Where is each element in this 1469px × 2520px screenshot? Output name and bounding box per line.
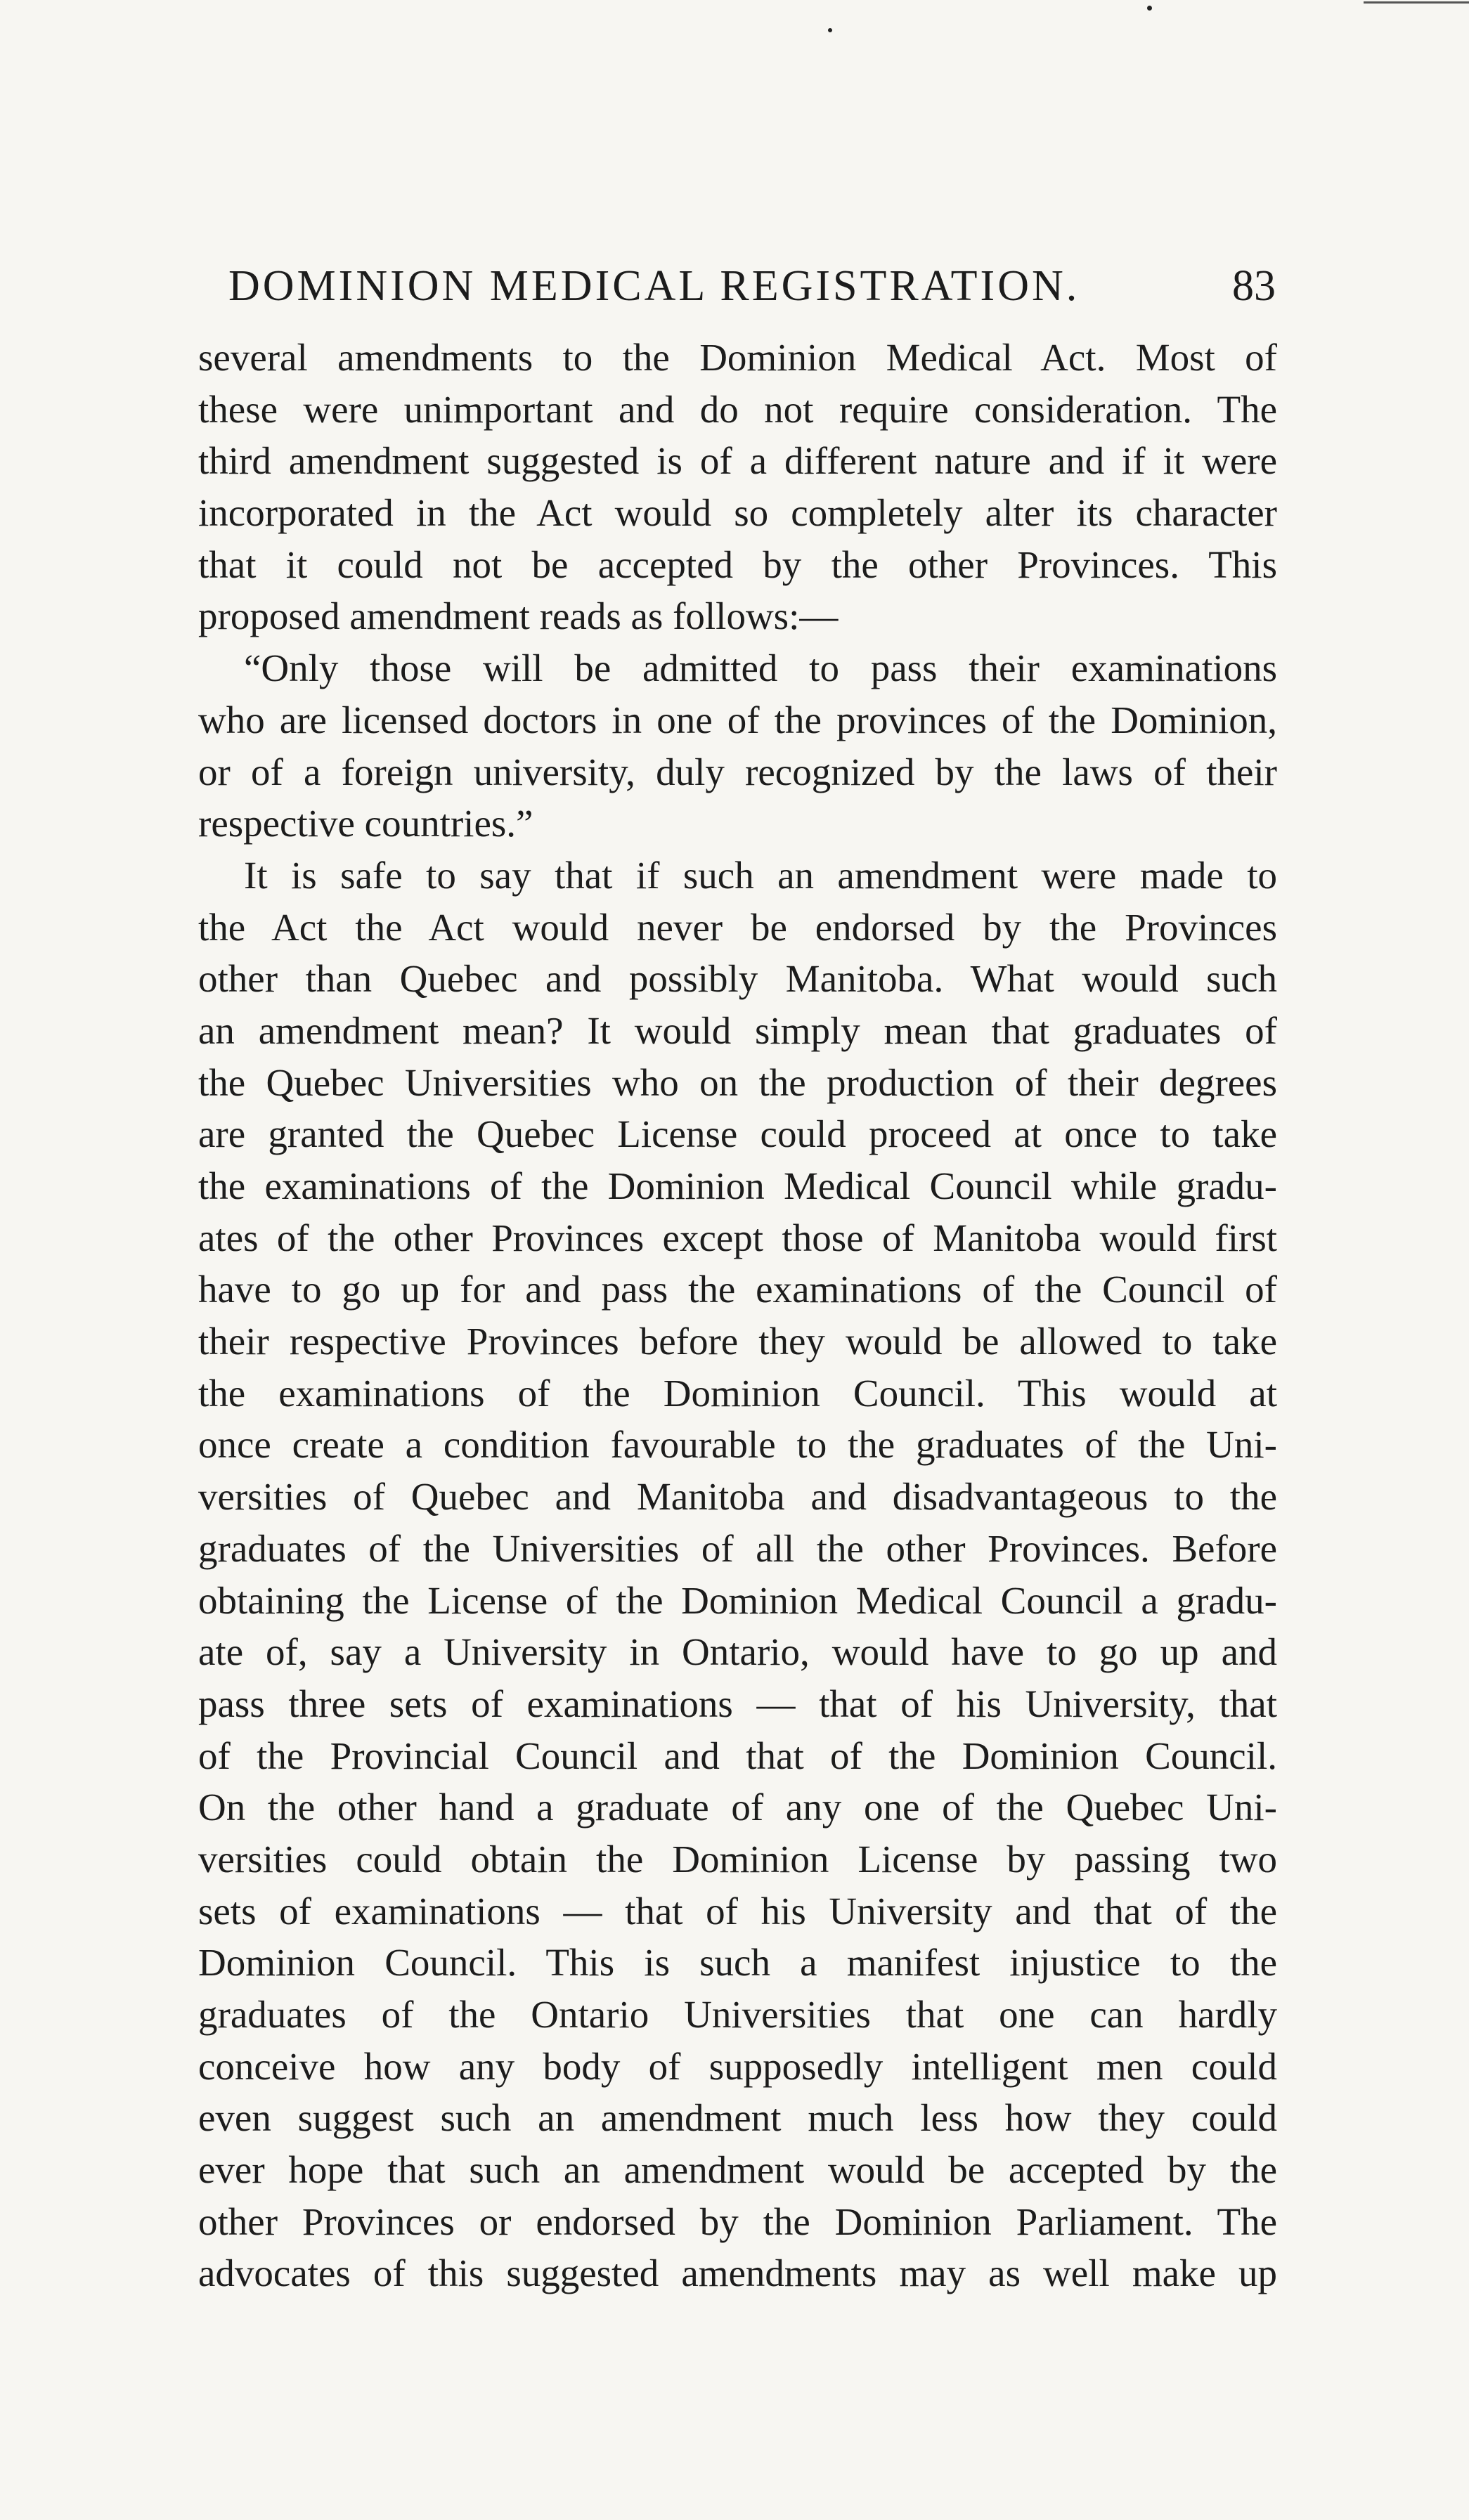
body-line: that it could not be accepted by the other Provinces. This xyxy=(198,543,1277,586)
body-line: versities could obtain the Dominion License by passing two xyxy=(198,1837,1277,1881)
ink-speck xyxy=(828,28,832,32)
ink-speck xyxy=(1147,6,1152,11)
body-line: once create a condition favourable to the graduates of the Uni- xyxy=(198,1423,1277,1467)
body-line: proposed amendment reads as follows:— xyxy=(198,595,839,638)
body-line: incorporated in the Act would so completely alter its character xyxy=(198,491,1277,535)
body-line: are granted the Quebec License could proceed at once to take xyxy=(198,1112,1277,1156)
body-line: It is safe to say that if such an amendment were made to xyxy=(244,853,1277,897)
body-line: other Provinces or endorsed by the Dominion Parliament. The xyxy=(198,2200,1277,2243)
body-line: Dominion Council. This is such a manifest injustice to the xyxy=(198,1941,1277,1985)
body-line: conceive how any body of supposedly intelligent men could xyxy=(198,2044,1277,2088)
page-number: 83 xyxy=(1232,262,1276,310)
body-line: have to go up for and pass the examinations of the Council of xyxy=(198,1268,1277,1311)
body-line: several amendments to the Dominion Medical Act. Most of xyxy=(198,336,1277,379)
running-title: DOMINION MEDICAL REGISTRATION. xyxy=(228,262,1080,310)
body-line: advocates of this suggested amendments may as well make up xyxy=(198,2252,1277,2295)
body-line: the Quebec Universities who on the production of their degrees xyxy=(198,1060,1277,1104)
body-line: third amendment suggested is of a different nature and if it were xyxy=(198,439,1277,483)
body-line: obtaining the License of the Dominion Medical Council a gradu- xyxy=(198,1578,1277,1622)
body-line: who are licensed doctors in one of the provinces of the Dominion, xyxy=(198,698,1277,741)
body-line: an amendment mean? It would simply mean that graduates of xyxy=(198,1008,1277,1052)
body-line: ever hope that such an amendment would be accepted by the xyxy=(198,2148,1277,2192)
running-head xyxy=(228,261,1276,311)
body-line: On the other hand a graduate of any one of the Quebec Uni- xyxy=(198,1786,1277,1829)
body-line: ate of, say a University in Ontario, would have to go up and xyxy=(198,1630,1277,1674)
body-line: the examinations of the Dominion Council. This would at xyxy=(198,1371,1277,1415)
body-text xyxy=(198,332,1277,2299)
body-line: or of a foreign university, duly recognized by the laws of their xyxy=(198,750,1277,793)
body-line: these were unimportant and do not require consideration. The xyxy=(198,387,1277,431)
body-line: of the Provincial Council and that of the Dominion Council. xyxy=(198,1734,1277,1777)
body-line: sets of examinations — that of his University and that of the xyxy=(198,1889,1277,1933)
body-line: respective countries.” xyxy=(198,802,533,845)
edge-rule xyxy=(1364,1,1469,4)
body-line: the Act the Act would never be endorsed by the Provinces xyxy=(198,905,1277,949)
body-line: even suggest such an amendment much less how they could xyxy=(198,2096,1277,2140)
body-line: their respective Provinces before they would be allowed to take xyxy=(198,1320,1277,1363)
body-line: “Only those will be admitted to pass their examinations xyxy=(244,647,1277,690)
body-line: versities of Quebec and Manitoba and disadvantageous to the xyxy=(198,1475,1277,1519)
body-line: the examinations of the Dominion Medical Council while gradu- xyxy=(198,1164,1277,1207)
body-line: ates of the other Provinces except those of Manitoba would first xyxy=(198,1216,1277,1259)
body-line: other than Quebec and possibly Manitoba. What would such xyxy=(198,957,1277,1001)
body-line: graduates of the Ontario Universities that one can hardly xyxy=(198,1993,1277,2036)
body-line: pass three sets of examinations — that of his University, that xyxy=(198,1682,1277,1725)
body-line: graduates of the Universities of all the other Provinces. Before xyxy=(198,1526,1277,1570)
